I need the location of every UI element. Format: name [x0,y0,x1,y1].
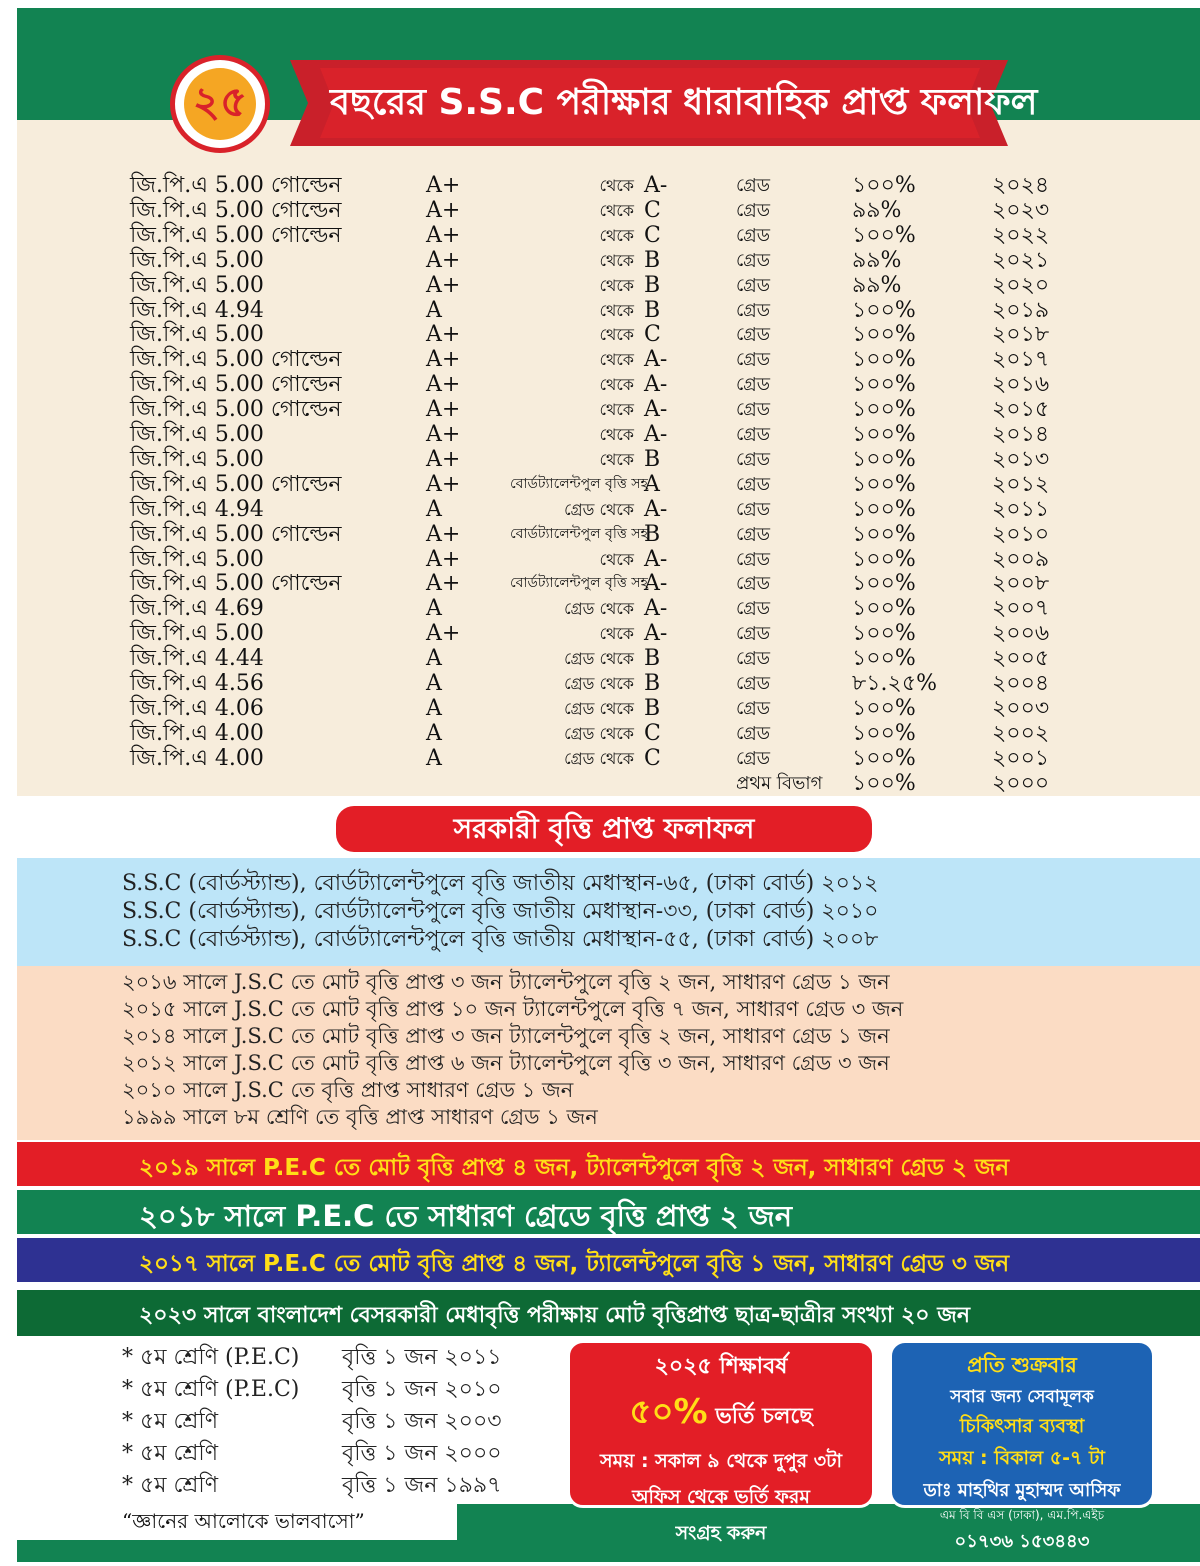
result-grade-to: B [644,298,661,323]
result-suffix: গ্রেড [736,723,771,744]
result-label: জি.পি.এ 5.00 গোল্ডেন [130,397,342,422]
result-connector: গ্রেড থেকে [564,749,634,768]
result-grade-to: A- [644,422,668,447]
result-pct: ১০০% [852,497,916,522]
admission-box [567,1340,875,1544]
pec-2017-bar [17,1238,1200,1282]
result-year: ২০১২ [992,472,1050,497]
result-pct: ১০০% [852,596,916,621]
result-grade-from: A+ [426,248,461,273]
result-suffix: গ্রেড [736,673,771,694]
result-connector: থেকে [599,276,634,295]
result-suffix: গ্রেড [736,275,771,296]
page-title: বছরের S.S.C পরীক্ষার ধারাবাহিক প্রাপ্ত ফলাফল [330,82,1038,123]
result-connector: থেকে [599,550,634,569]
admission-year: ২০২৫ শিক্ষাবর্ষ [654,1354,788,1379]
result-label: জি.পি.এ 5.00 গোল্ডেন [130,571,342,596]
result-label: জি.পি.এ 5.00 [130,447,264,472]
result-year: ২০০৫ [992,646,1050,671]
result-suffix: প্রথম বিভাগ [736,773,823,794]
result-suffix: গ্রেড [736,250,771,271]
result-grade-to: A- [644,372,668,397]
result-label: জি.পি.এ 5.00 গোল্ডেন [130,472,342,497]
pec-2019-text: ২০১৯ সালে P.E.C তে মোট বৃত্তি প্রাপ্ত ৪ জন, ট্যালেন্টপুলে বৃত্তি ২ জন, সাধারণ গ্রেড ২ জন [139,1155,1010,1181]
result-label: জি.পি.এ 5.00 গোল্ডেন [130,198,342,223]
pec-2017-text: ২০১৭ সালে P.E.C তে মোট বৃত্তি প্রাপ্ত ৪ জন, ট্যালেন্টপুলে বৃত্তি ১ জন, সাধারণ গ্রেড ৩ জন [139,1251,1010,1277]
result-grade-from: A [426,671,442,696]
result-label: জি.পি.এ 5.00 গোল্ডেন [130,173,342,198]
result-pct: ১০০% [852,422,916,447]
result-grade-from: A [426,721,442,746]
result-suffix: গ্রেড [736,598,771,619]
result-year: ২০০৬ [992,621,1050,646]
result-grade-to: C [644,746,661,771]
merit-2023-text: ২০২৩ সালে বাংলাদেশ বেসরকারী মেধাবৃত্তি পরীক্ষায় মোট বৃত্তিপ্রাপ্ত ছাত্র-ছাত্রীর সংখ্যা ২০ জন [139,1303,971,1328]
result-connector: থেকে [599,450,634,469]
result-suffix: গ্রেড [736,524,771,545]
result-grade-from: A [426,497,442,522]
result-connector: থেকে [599,226,634,245]
admission-pct-row [570,1386,872,1443]
badge-inner [184,68,256,140]
result-connector: গ্রেড থেকে [564,674,634,693]
result-grade-to: B [644,447,661,472]
result-year: ২০০৯ [992,547,1050,572]
result-grade-from: A+ [426,621,461,646]
pec-list-item [122,1439,502,1469]
result-grade-from: A+ [426,397,461,422]
result-connector: গ্রেড থেকে [564,599,634,618]
result-grade-from: A+ [426,522,461,547]
result-year: ২০২৩ [992,198,1050,223]
pec-text: বৃত্তি ১ জন ২০০৩ [342,1409,502,1434]
result-pct: ১০০% [852,522,916,547]
result-suffix: গ্রেড [736,499,771,520]
result-pct: ১০০% [852,621,916,646]
result-label: জি.পি.এ 4.56 [130,671,264,696]
jsc-line: ২০১০ সালে J.S.C তে বৃত্তি প্রাপ্ত সাধারণ গ্রেড ১ জন [122,1078,574,1102]
result-grade-to: A [644,472,660,497]
jsc-line: ২০১৫ সালে J.S.C তে মোট বৃত্তি প্রাপ্ত ১০ জন ট্যালেন্টপুলে বৃত্তি ৭ জন, সাধারণ গ্রেড ৩ জন [122,997,904,1021]
result-year: ২০১৬ [992,372,1050,397]
result-year: ২০০৮ [992,571,1050,596]
result-grade-from: A+ [426,372,461,397]
medical-doctor: ডাঃ মাহথির মুহাম্মদ আসিফ [923,1480,1121,1501]
result-pct: ১০০% [852,447,916,472]
result-grade-to: A- [644,347,668,372]
result-connector: থেকে [599,301,634,320]
result-label: জি.পি.এ 5.00 গোল্ডেন [130,223,342,248]
admission-form-line1: অফিস থেকে ভর্তি ফরম [632,1486,810,1508]
ssc-line: S.S.C (বোর্ডস্ট্যান্ড), বোর্ডট্যালেন্টপুলে বৃত্তি জাতীয় মেধাস্থান-৩৩, (ঢাকা বোর্ড) ২০১০ [122,899,879,924]
result-grade-from: A+ [426,571,461,596]
medical-phone: ০১৭৩৬ ১৫৩৪৪৩ [954,1531,1090,1552]
pec-class: * ৫ম শ্রেণি [122,1441,218,1466]
result-connector: গ্রেড থেকে [564,649,634,668]
result-label: জি.পি.এ 4.94 [130,298,264,323]
result-suffix: গ্রেড [736,549,771,570]
result-connector: থেকে [599,624,634,643]
result-suffix: গ্রেড [736,424,771,445]
result-label: জি.পি.এ 5.00 [130,273,264,298]
result-grade-from: A+ [426,422,461,447]
result-year: ২০২১ [992,248,1050,273]
pec-list-item [122,1343,502,1373]
pec-text: বৃত্তি ১ জন ২০১১ [342,1345,502,1370]
result-pct: ১০০% [852,173,916,198]
result-grade-from: A [426,596,442,621]
result-label: জি.পি.এ 4.06 [130,696,264,721]
jsc-line: ২০১২ সালে J.S.C তে মোট বৃত্তি প্রাপ্ত ৬ জন ট্যালেন্টপুলে বৃত্তি ৩ জন, সাধারণ গ্রেড ৩ জন [122,1051,890,1075]
result-year: ২০০৪ [992,671,1050,696]
result-grade-to: B [644,522,661,547]
admission-pct-text: ভর্তি চলছে [715,1404,813,1429]
result-year: ২০১০ [992,522,1050,547]
result-connector: থেকে [599,176,634,195]
result-label: জি.পি.এ 5.00 [130,547,264,572]
result-connector: থেকে [599,425,634,444]
result-label: জি.পি.এ 5.00 গোল্ডেন [130,347,342,372]
result-label: জি.পি.এ 5.00 গোল্ডেন [130,372,342,397]
result-connector: গ্রেড থেকে [564,500,634,519]
result-connector: থেকে [599,375,634,394]
medical-time: সময় : বিকাল ৫-৭ টা [939,1447,1105,1469]
result-pct: ১০০% [852,472,916,497]
result-grade-to: C [644,721,661,746]
admission-form-line2: সংগ্রহ করুন [675,1522,767,1544]
medical-degree: এম বি বি এস (ঢাকা), এম.পি.এইচ [939,1508,1105,1522]
pec-2019-bar [17,1142,1200,1186]
result-pct: ৯৯% [852,248,902,273]
result-pct: ৯৯% [852,198,902,223]
pec-text: বৃত্তি ১ জন ২০০০ [342,1441,502,1466]
pec-class: * ৫ম শ্রেণি [122,1409,218,1434]
result-year: ২০১৯ [992,298,1050,323]
result-grade-to: C [644,223,661,248]
result-year: ২০১৭ [992,347,1050,372]
result-year: ২০২২ [992,223,1050,248]
result-year: ২০১৪ [992,422,1050,447]
result-label: জি.পি.এ 4.44 [130,646,264,671]
result-pct: ১০০% [852,397,916,422]
jsc-line: ২০১৬ সালে J.S.C তে মোট বৃত্তি প্রাপ্ত ৩ জন ট্যালেন্টপুলে বৃত্তি ২ জন, সাধারণ গ্রেড ১ জন [122,970,890,994]
result-suffix: গ্রেড [736,449,771,470]
result-grade-to: B [644,671,661,696]
pec-text: বৃত্তি ১ জন ২০১০ [342,1377,502,1402]
result-pct: ৮১.২৫% [852,671,938,696]
result-year: ২০০০ [992,771,1050,796]
pec-class: * ৫ম শ্রেণি [122,1473,218,1498]
pec-2018-text: ২০১৮ সালে P.E.C তে সাধারণ গ্রেডে বৃত্তি প্রাপ্ত ২ জন [139,1199,793,1233]
result-pct: ১০০% [852,746,916,771]
result-suffix: গ্রেড [736,175,771,196]
pec-list-item [122,1407,502,1437]
result-connector: থেকে [599,350,634,369]
result-pct: ১০০% [852,646,916,671]
result-connector: বোর্ডট্যালেন্টপুল বৃত্তি সহ [510,575,648,591]
result-suffix: গ্রেড [736,300,771,321]
merit-2023-bar [17,1290,1200,1336]
result-suffix: গ্রেড [736,200,771,221]
result-pct: ১০০% [852,347,916,372]
result-pct: ১০০% [852,322,916,347]
result-suffix: গ্রেড [736,324,771,345]
result-year: ২০২৪ [992,173,1050,198]
scholarship-title: সরকারী বৃত্তি প্রাপ্ত ফলাফল [453,812,755,845]
motto: “জ্ঞানের আলোকে ভালবাসো” [122,1509,365,1533]
result-grade-from: A [426,746,442,771]
result-grade-from: A+ [426,347,461,372]
result-grade-to: A- [644,497,668,522]
ssc-line: S.S.C (বোর্ডস্ট্যান্ড), বোর্ডট্যালেন্টপুলে বৃত্তি জাতীয় মেধাস্থান-৫৫, (ঢাকা বোর্ড) ২০০৮ [122,927,879,952]
result-pct: ৯৯% [852,273,902,298]
medical-line2: চিকিৎসার ব্যবস্থা [959,1415,1085,1437]
result-grade-to: A- [644,596,668,621]
result-grade-to: A- [644,621,668,646]
result-suffix: গ্রেড [736,623,771,644]
pec-class: * ৫ম শ্রেণি (P.E.C) [122,1377,300,1402]
result-grade-from: A [426,646,442,671]
result-year: ২০০২ [992,721,1050,746]
result-label: জি.পি.এ 4.00 [130,746,264,771]
result-pct: ১০০% [852,571,916,596]
result-grade-to: A- [644,397,668,422]
pec-list-item [122,1471,501,1501]
result-grade-from: A [426,298,442,323]
result-connector: থেকে [599,325,634,344]
jsc-line: ১৯৯৯ সালে ৮ম শ্রেণি তে বৃত্তি প্রাপ্ত সাধারণ গ্রেড ১ জন [122,1105,598,1129]
result-grade-from: A+ [426,472,461,497]
result-pct: ১০০% [852,372,916,397]
result-connector: বোর্ডট্যালেন্টপুল বৃত্তি সহ [510,526,648,542]
ssc-line: S.S.C (বোর্ডস্ট্যান্ড), বোর্ডট্যালেন্টপুলে বৃত্তি জাতীয় মেধাস্থান-৬৫, (ঢাকা বোর্ড) ২০১২ [122,871,879,896]
medical-box [889,1340,1155,1552]
result-suffix: গ্রেড [736,573,771,594]
result-grade-to: A- [644,173,668,198]
result-year: ২০০১ [992,746,1050,771]
result-year: ২০০৩ [992,696,1050,721]
result-grade-from: A+ [426,223,461,248]
result-suffix: গ্রেড [736,374,771,395]
result-grade-from: A+ [426,447,461,472]
result-grade-to: B [644,696,661,721]
result-connector: গ্রেড থেকে [564,699,634,718]
result-label: জি.পি.এ 5.00 [130,422,264,447]
result-label: জি.পি.এ 5.00 [130,248,264,273]
result-grade-to: B [644,646,661,671]
result-suffix: গ্রেড [736,748,771,769]
result-year: ২০১৩ [992,447,1050,472]
result-pct: ১০০% [852,223,916,248]
result-label: জি.পি.এ 5.00 [130,322,264,347]
result-connector: থেকে [599,251,634,270]
result-year: ২০১৮ [992,322,1050,347]
result-pct: ১০০% [852,721,916,746]
pec-class: * ৫ম শ্রেণি (P.E.C) [122,1345,300,1370]
result-suffix: গ্রেড [736,225,771,246]
pec-text: বৃত্তি ১ জন ১৯৯৭ [342,1473,502,1498]
result-grade-to: C [644,198,661,223]
result-grade-to: B [644,273,661,298]
result-pct: ১০০% [852,696,916,721]
result-suffix: গ্রেড [736,474,771,495]
medical-line1: সবার জন্য সেবামূলক [950,1387,1094,1407]
badge-number: ২৫ [192,76,248,126]
result-grade-to: C [644,322,661,347]
result-pct: ১০০% [852,547,916,572]
result-grade-from: A+ [426,547,461,572]
result-suffix: গ্রেড [736,698,771,719]
result-grade-from: A+ [426,273,461,298]
result-year: ২০০৭ [992,596,1050,621]
result-pct: ১০০% [852,298,916,323]
result-grade-to: B [644,248,661,273]
result-grade-to: A- [644,571,668,596]
result-label: জি.পি.এ 4.94 [130,497,264,522]
result-grade-from: A+ [426,198,461,223]
result-label: জি.পি.এ 4.00 [130,721,264,746]
result-grade-from: A+ [426,173,461,198]
medical-day: প্রতি শুক্রবার [967,1353,1077,1377]
result-label: জি.পি.এ 4.69 [130,596,264,621]
jsc-line: ২০১৪ সালে J.S.C তে মোট বৃত্তি প্রাপ্ত ৩ জন ট্যালেন্টপুলে বৃত্তি ২ জন, সাধারণ গ্রেড ১ জন [122,1024,890,1048]
result-connector: বোর্ডট্যালেন্টপুল বৃত্তি সহ [510,476,648,492]
result-suffix: গ্রেড [736,349,771,370]
result-label: জি.পি.এ 5.00 [130,621,264,646]
result-grade-from: A [426,696,442,721]
result-year: ২০১১ [992,497,1050,522]
admission-pct: ৫০% [629,1392,708,1432]
pec-2018-bar [17,1190,1200,1234]
result-suffix: গ্রেড [736,648,771,669]
result-grade-from: A+ [426,322,461,347]
pec-list-item [122,1375,502,1405]
result-year: ২০২০ [992,273,1050,298]
result-suffix: গ্রেড [736,399,771,420]
result-label: জি.পি.এ 5.00 গোল্ডেন [130,522,342,547]
anniversary-badge [170,55,270,153]
admission-time: সময় : সকাল ৯ থেকে দুপুর ৩টা [600,1450,842,1472]
result-connector: থেকে [599,400,634,419]
result-connector: থেকে [599,201,634,220]
result-connector: গ্রেড থেকে [564,724,634,743]
result-grade-to: A- [644,547,668,572]
result-pct: ১০০% [852,771,916,796]
result-year: ২০১৫ [992,397,1050,422]
